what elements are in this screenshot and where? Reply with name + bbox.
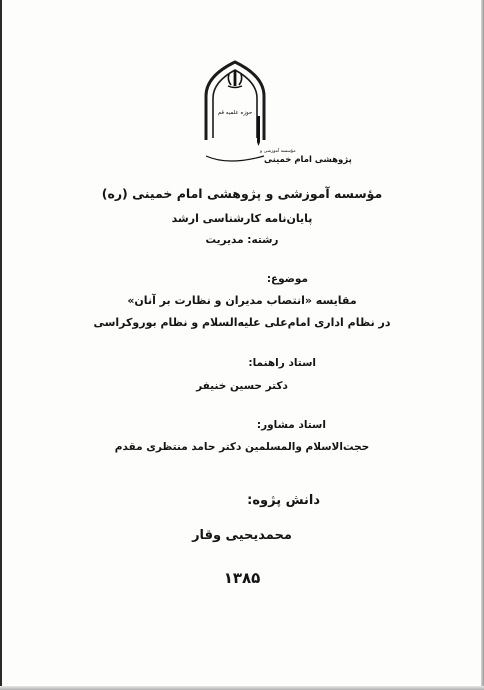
field-of-study: رشته: مدیریت: [205, 234, 279, 246]
pen-icon: [257, 116, 260, 146]
advisor-label: استاد مشاور:: [256, 419, 326, 431]
institute-title: مؤسسه آموزشی و پژوهشی امام خمینی (ره): [101, 186, 383, 201]
topic-line-2: در نظام اداری امام‌علی علیه‌السلام و نظام بوروکراسی: [93, 316, 391, 329]
student-label: دانش پژوه:: [247, 493, 320, 508]
institute-emblem-icon: [198, 58, 352, 168]
degree-title: پایان‌نامه کارشناسی ارشد: [171, 212, 313, 225]
supervisor-label: استاد راهنما:: [248, 357, 316, 369]
logo-caption-main: پژوهشی امام خمینی: [264, 155, 352, 165]
scan-edge-left: [0, 0, 2, 690]
scan-edge-bottom: [0, 686, 484, 690]
student-name: محمدیحیی وقار: [192, 528, 292, 543]
supervisor-name: دکتر حسین خنیفر: [196, 380, 288, 392]
advisor-name: حجت‌الاسلام والمسلمین دکتر حامد منتظری مقدم: [114, 441, 370, 453]
logo-caption-top: حوزه علمیه قم: [217, 110, 253, 116]
topic-line-1: مقایسه «انتصاب مدیران و نظارت بر آنان»: [127, 294, 357, 307]
year: ۱۳۸۵: [223, 569, 261, 587]
logo-caption-small: مؤسسه آموزشی و: [260, 149, 296, 154]
topic-label: موضوع:: [266, 273, 308, 285]
